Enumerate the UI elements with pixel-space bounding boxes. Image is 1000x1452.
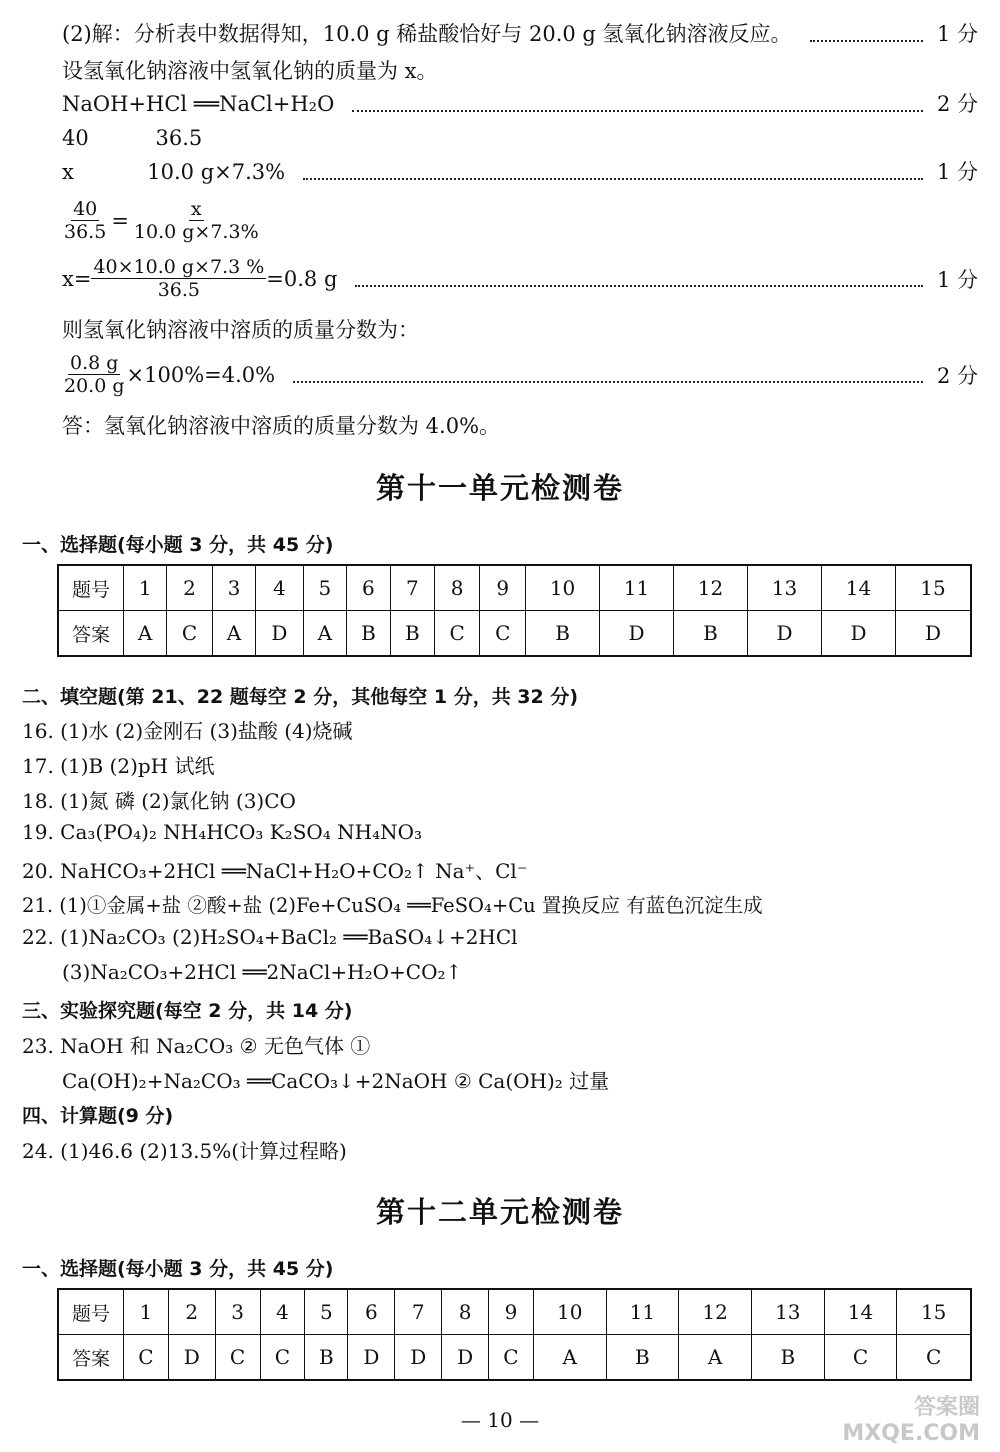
question-number-15: 15: [897, 1289, 971, 1335]
score: 1 分: [936, 267, 978, 292]
answer-cell-6: D: [348, 1335, 395, 1381]
number-row: [58, 565, 971, 611]
leader-dots: [293, 367, 923, 383]
question-number-5: 5: [305, 1289, 348, 1335]
question-number-5: 5: [303, 565, 346, 611]
question-number-13: 13: [748, 565, 822, 611]
q19: 19. Ca₃(PO₄)₂ NH₄HCO₃ K₂SO₄ NH₄NO₃: [22, 820, 423, 844]
answer-cell-2: D: [168, 1335, 215, 1381]
question-number-14: 14: [824, 1289, 897, 1335]
answer-cell-8: C: [434, 611, 480, 657]
question-number-1: 1: [124, 1289, 169, 1335]
unit11-section-3: 三、实验探究题(每空 2 分，共 14 分): [22, 1000, 353, 1022]
unit11-answer-table: [57, 564, 972, 657]
question-number-14: 14: [821, 565, 895, 611]
answer-cell-9: C: [480, 611, 526, 657]
question-number-8: 8: [442, 1289, 489, 1335]
question-number-6: 6: [346, 565, 390, 611]
score: 2 分: [936, 363, 978, 388]
question-number-10: 10: [526, 565, 600, 611]
answer-cell-8: D: [442, 1335, 489, 1381]
question-number-1: 1: [124, 565, 167, 611]
q22-part-b: (3)Na₂CO₃+2HCl ══2NaCl+H₂O+CO₂↑: [62, 960, 463, 984]
fraction: $\frac{40\times 10.0 g\times 7.3 \%}{36.5}$: [93, 256, 265, 301]
q16: 16. (1)水 (2)金刚石 (3)盐酸 (4)烧碱: [22, 719, 353, 743]
answer-cell-13: B: [751, 1335, 824, 1381]
q23-part-a: 23. NaOH 和 Na₂CO₃ ② 无色气体 ①: [22, 1034, 371, 1058]
answer-row: [58, 1335, 971, 1381]
solve-x-line: x= $\frac{40\times 10.0 g\times 7.3 \%}{36.5}$ =0.8 g 1 分: [62, 256, 978, 301]
answer-cell-6: B: [346, 611, 390, 657]
answer-cell-11: B: [606, 1335, 679, 1381]
row-label: 题号: [58, 1289, 124, 1335]
solution-line-2: 设氢氧化钠溶液中氢氧化钠的质量为 x。: [62, 59, 438, 83]
question-number-3: 3: [215, 1289, 260, 1335]
unit11-section-2: 二、填空题(第 21、22 题每空 2 分，其他每空 1 分，共 32 分): [22, 686, 579, 708]
unit11-section-1: 一、选择题(每小题 3 分，共 45 分): [22, 534, 334, 556]
row-label: 答案: [58, 611, 124, 657]
answer-cell-12: A: [679, 1335, 752, 1381]
q18: 18. (1)氮 磷 (2)氯化钠 (3)CO: [22, 789, 296, 813]
question-number-11: 11: [606, 1289, 679, 1335]
unit11-title: 第十一单元检测卷: [375, 471, 624, 505]
answer-cell-11: D: [600, 611, 674, 657]
solution-line-8: 则氢氧化钠溶液中溶质的质量分数为：: [62, 318, 419, 342]
row-label: 答案: [58, 1335, 124, 1381]
score: 2 分: [936, 92, 978, 116]
unit11-section-4: 四、计算题(9 分): [22, 1105, 174, 1127]
question-number-13: 13: [751, 1289, 824, 1335]
question-number-3: 3: [212, 565, 255, 611]
answer-cell-1: C: [124, 1335, 169, 1381]
answer-cell-14: C: [824, 1335, 897, 1381]
question-number-7: 7: [395, 1289, 442, 1335]
q17: 17. (1)B (2)pH 试纸: [22, 754, 215, 778]
solution-answer: 答：氢氧化钠溶液中溶质的质量分数为 4.0%。: [62, 414, 501, 438]
unit12-section-1: 一、选择题(每小题 3 分，共 45 分): [22, 1258, 334, 1280]
solution-ratio-line: 40 36.5: [62, 126, 203, 150]
question-number-7: 7: [390, 565, 434, 611]
answer-cell-9: C: [489, 1335, 534, 1381]
watermark-logo: 答案圈 MXQE.COM: [842, 1395, 980, 1446]
leader-dots: [352, 96, 923, 112]
row-label: 题号: [58, 565, 124, 611]
answer-cell-5: B: [305, 1335, 348, 1381]
answer-cell-13: D: [748, 611, 822, 657]
unit12-answer-table: [57, 1288, 972, 1381]
number-row: [58, 1289, 971, 1335]
solution-line-1: (2)解：分析表中数据得知，10.0 g 稀盐酸恰好与 20.0 g 氢氧化钠溶液反应。 1 分: [62, 22, 978, 46]
fraction: $\frac{0.8 g}{20.0 g}$: [64, 352, 125, 397]
answer-cell-15: C: [897, 1335, 971, 1381]
fraction: $\frac{40}{36.5}$: [64, 198, 107, 243]
answer-cell-12: B: [674, 611, 748, 657]
question-number-9: 9: [489, 1289, 534, 1335]
question-number-11: 11: [600, 565, 674, 611]
question-number-8: 8: [434, 565, 480, 611]
question-number-12: 12: [674, 565, 748, 611]
question-number-9: 9: [480, 565, 526, 611]
score: 1 分: [936, 22, 978, 46]
question-number-12: 12: [679, 1289, 752, 1335]
answer-cell-5: A: [303, 611, 346, 657]
mass-fraction-line: $\frac{0.8 g}{20.0 g}$ ×100%=4.0% 2 分: [64, 352, 978, 397]
answer-row: [58, 611, 971, 657]
answer-cell-10: B: [526, 611, 600, 657]
answer-cell-14: D: [821, 611, 895, 657]
page-number: — 10 —: [460, 1408, 540, 1432]
q21: 21. (1)①金属+盐 ②酸+盐 (2)Fe+CuSO₄ ══FeSO₄+Cu 置换反应 有蓝色沉淀生成: [22, 894, 763, 917]
answer-cell-2: C: [167, 611, 213, 657]
question-number-4: 4: [260, 1289, 305, 1335]
question-number-10: 10: [533, 1289, 606, 1335]
answer-cell-15: D: [895, 611, 971, 657]
q22-part-a: 22. (1)Na₂CO₃ (2)H₂SO₄+BaCl₂ ══BaSO₄↓+2HCl: [22, 925, 518, 949]
answer-cell-4: D: [256, 611, 304, 657]
answer-cell-7: D: [395, 1335, 442, 1381]
answer-cell-1: A: [124, 611, 167, 657]
question-number-6: 6: [348, 1289, 395, 1335]
proportion-equation: $\frac{40}{36.5}$ = $\frac{x}{10.0 g\times 7.3\%}$: [64, 198, 259, 243]
question-number-4: 4: [256, 565, 304, 611]
leader-dots: [355, 271, 923, 287]
leader-dots: [810, 26, 923, 42]
question-number-2: 2: [167, 565, 213, 611]
solution-mass-line: x 10.0 g×7.3% 1 分: [62, 160, 978, 184]
solution-equation: NaOH+HCl ══NaCl+H₂O 2 分: [62, 92, 978, 116]
question-number-15: 15: [895, 565, 971, 611]
question-number-2: 2: [168, 1289, 215, 1335]
q24: 24. (1)46.6 (2)13.5%(计算过程略): [22, 1139, 347, 1163]
score: 1 分: [936, 160, 978, 184]
answer-cell-3: A: [212, 611, 255, 657]
answer-cell-10: A: [533, 1335, 606, 1381]
answer-cell-3: C: [215, 1335, 260, 1381]
answer-cell-4: C: [260, 1335, 305, 1381]
q20: 20. NaHCO₃+2HCl ══NaCl+H₂O+CO₂↑ Na⁺、Cl⁻: [22, 859, 528, 883]
fraction: $\frac{x}{10.0 g\times 7.3\%}$: [133, 198, 259, 243]
leader-dots: [303, 164, 923, 180]
q23-part-b: Ca(OH)₂+Na₂CO₃ ══CaCO₃↓+2NaOH ② Ca(OH)₂ 过量: [62, 1069, 610, 1093]
unit12-title: 第十二单元检测卷: [375, 1195, 624, 1229]
answer-cell-7: B: [390, 611, 434, 657]
